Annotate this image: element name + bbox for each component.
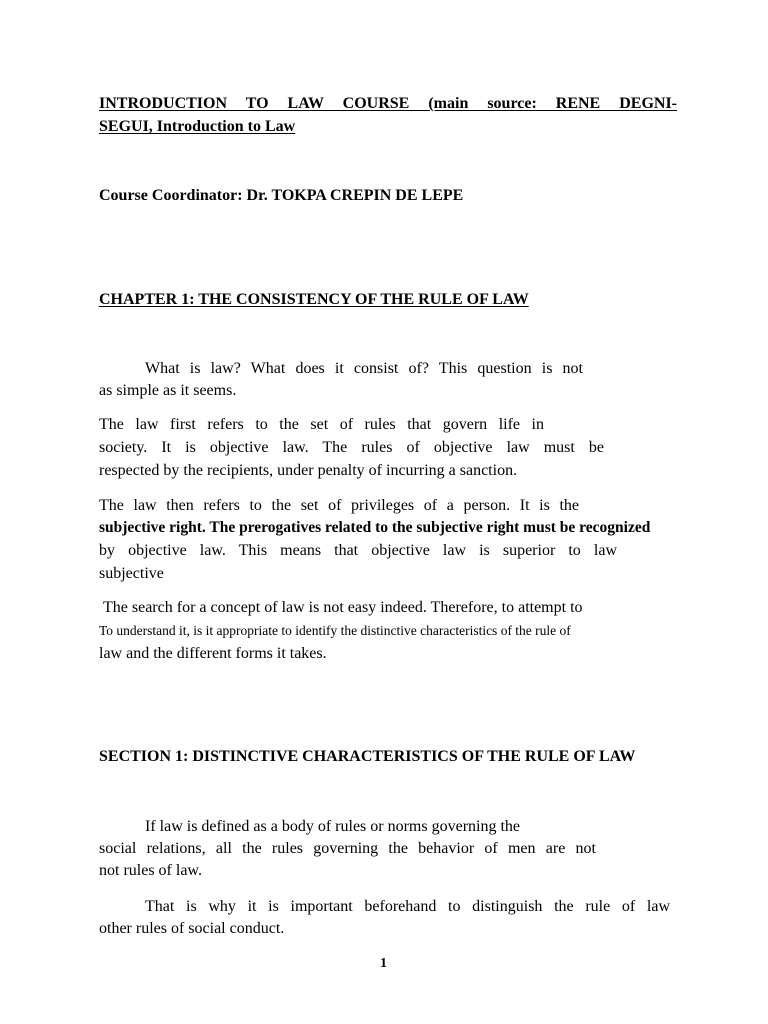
- section-paragraph-1-line-3: not rules of law.: [99, 862, 202, 879]
- paragraph-3-line-4: subjective: [99, 565, 164, 582]
- paragraph-2-line-1: The law first refers to the set of rules that govern life in: [99, 416, 544, 433]
- paragraph-3-line-2: subjective right. The prerogatives related to the subjective right must be recognized: [99, 519, 651, 536]
- paragraph-2-line-3: respected by the recipients, under penalty of incurring a sanction.: [99, 462, 518, 479]
- paragraph-1-line-2: as simple as it seems.: [99, 382, 237, 399]
- section-paragraph-2-line-1: That is why it is important beforehand to distinguish the rule of law: [145, 898, 670, 915]
- section-paragraph-2-line-2: other rules of social conduct.: [99, 920, 285, 937]
- chapter-heading: CHAPTER 1: THE CONSISTENCY OF THE RULE OF LAW: [99, 291, 529, 308]
- paragraph-4-line-2: To understand it, is it appropriate to identify the distinctive characteristics of the rule of: [99, 623, 571, 638]
- page-number: 1: [380, 956, 387, 971]
- document-title-line-1: INTRODUCTION TO LAW COURSE (main source: RENE DEGNI-: [99, 95, 677, 112]
- paragraph-2-line-2: society. It is objective law. The rules of objective law must be: [99, 439, 604, 456]
- course-coordinator: Course Coordinator: Dr. TOKPA CREPIN DE LEPE: [99, 187, 464, 204]
- section-heading: SECTION 1: DISTINCTIVE CHARACTERISTICS OF THE RULE OF LAW: [99, 748, 636, 765]
- section-paragraph-1-line-1: If law is defined as a body of rules or norms governing the: [145, 818, 521, 835]
- paragraph-3-line-3: by objective law. This means that objective law is superior to law: [99, 542, 617, 559]
- paragraph-4-line-1: The search for a concept of law is not easy indeed. Therefore, to attempt to: [103, 599, 583, 616]
- paragraph-1-line-1: What is law? What does it consist of? This question is not: [145, 360, 583, 377]
- document-title-line-2: SEGUI, Introduction to Law: [99, 118, 296, 135]
- paragraph-3-line-1: The law then refers to the set of privileges of a person. It is the: [99, 497, 579, 514]
- paragraph-4-line-3: law and the different forms it takes.: [99, 645, 327, 662]
- section-paragraph-1-line-2: social relations, all the rules governing the behavior of men are not: [99, 840, 596, 857]
